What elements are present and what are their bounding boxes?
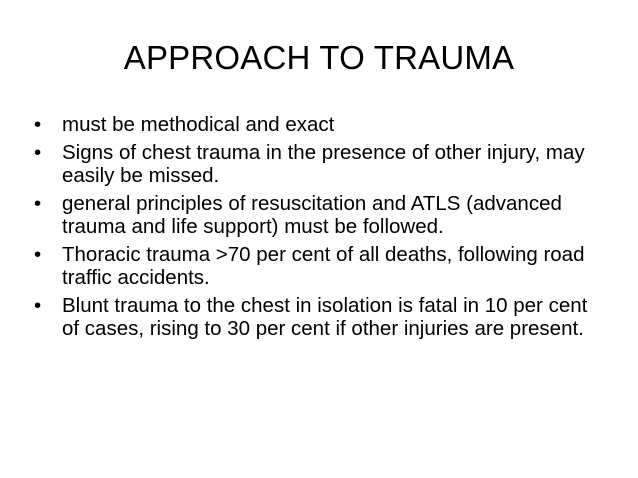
bullet-icon: • bbox=[34, 242, 42, 266]
bullet-icon: • bbox=[34, 293, 42, 317]
bullet-icon: • bbox=[34, 191, 42, 215]
bullet-item bbox=[34, 113, 604, 137]
bullet-text: Thoracic trauma >70 per cent of all deaths, following road traffic accidents. bbox=[62, 242, 585, 289]
slide-title: APPROACH TO TRAUMA bbox=[123, 39, 515, 76]
bullet-icon: • bbox=[34, 140, 42, 164]
bullet-text: Blunt trauma to the chest in isolation is fatal in 10 per cent of cases, rising to 30 per cent if other injuries are present. bbox=[62, 293, 588, 340]
bullet-text: general principles of resuscitation and ATLS (advanced trauma and life support) must be followed. bbox=[62, 191, 562, 238]
bullet-text: must be methodical and exact bbox=[62, 113, 335, 136]
bullet-item bbox=[34, 243, 604, 290]
bullet-item bbox=[34, 294, 604, 341]
bullet-item bbox=[34, 192, 604, 239]
bullet-item bbox=[34, 141, 604, 188]
bullet-list bbox=[34, 113, 604, 345]
bullet-icon: • bbox=[34, 113, 42, 136]
bullet-text: Signs of chest trauma in the presence of other injury, may easily be missed. bbox=[62, 140, 585, 187]
